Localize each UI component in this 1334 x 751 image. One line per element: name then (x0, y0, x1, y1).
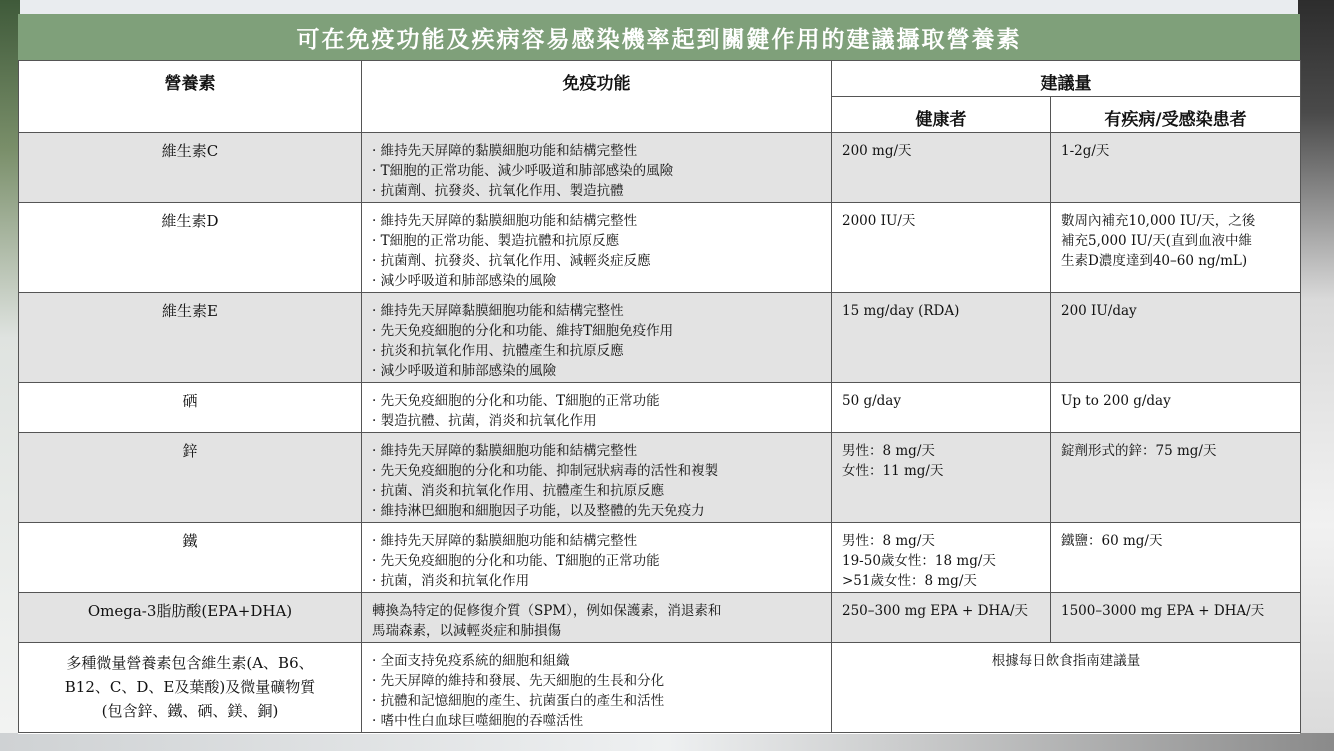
function-cell (362, 643, 832, 733)
patient-dose (1051, 133, 1301, 203)
function-item: · 維持先天屏障的黏膜細胞功能和結構完整性 (372, 211, 821, 231)
nutrient-name-line: B12、C、D、E及葉酸)及微量礦物質 (64, 678, 316, 696)
function-cell (362, 293, 832, 383)
function-item: · 製造抗體、抗菌，消炎和抗氧化作用 (372, 411, 821, 431)
function-item: · 全面支持免疫系統的細胞和組織 (372, 651, 821, 671)
function-item: · 抗菌劑、抗發炎、抗氧化作用、減輕炎症反應 (372, 251, 821, 271)
nutrient-name: 維生素E (19, 293, 362, 383)
function-cell (362, 383, 832, 433)
function-cell (362, 593, 832, 643)
nutrient-name (19, 643, 362, 733)
table-row (19, 293, 1301, 383)
function-item: · T細胞的正常功能、減少呼吸道和肺部感染的風險 (372, 161, 821, 181)
function-item: · 抗菌劑、抗發炎、抗氧化作用、製造抗體 (372, 181, 821, 201)
function-cell (362, 133, 832, 203)
dose-line: 200 mg/天 (842, 143, 912, 159)
table-row (19, 523, 1301, 593)
dose-line: 1-2g/天 (1061, 143, 1110, 159)
patient-dose (1051, 433, 1301, 523)
nutrient-name-line: (包含鋅、鐵、硒、鎂、銅) (101, 702, 279, 720)
table-row (19, 383, 1301, 433)
function-item: · T細胞的正常功能、製造抗體和抗原反應 (372, 231, 821, 251)
dose-line: >51歲女性：8 mg/天 (842, 573, 977, 589)
background-laptop-edge (1298, 0, 1334, 751)
recommended-merged: 根據每日飲食指南建議量 (832, 643, 1301, 733)
nutrient-table-sheet (18, 14, 1300, 734)
background-plant-edge (0, 0, 20, 751)
function-item: 馬瑞森素，以減輕炎症和肺損傷 (372, 623, 561, 639)
dose-line: 200 IU/day (1061, 303, 1137, 319)
function-item: · 先天免疫細胞的分化和功能、T細胞的正常功能 (372, 391, 821, 411)
patient-dose (1051, 523, 1301, 593)
dose-line: 補充5,000 IU/天(直到血液中維 (1061, 233, 1252, 249)
function-item: · 先天屏障的維持和發展、先天細胞的生長和分化 (372, 671, 821, 691)
function-item: · 維持先天屏障的黏膜細胞功能和結構完整性 (372, 531, 821, 551)
function-item: · 先天免疫細胞的分化和功能、T細胞的正常功能 (372, 551, 821, 571)
function-item: 轉換為特定的促修復介質（SPM），例如保護素，消退素和 (372, 603, 722, 619)
dose-line: 50 g/day (842, 393, 901, 409)
function-item: · 維持先天屏障的黏膜細胞功能和結構完整性 (372, 141, 821, 161)
table-row (19, 203, 1301, 293)
background-desk-edge (0, 733, 1334, 751)
dose-line: 女性：11 mg/天 (842, 463, 944, 479)
function-item: · 抗炎和抗氧化作用、抗體產生和抗原反應 (372, 341, 821, 361)
table-row (19, 643, 1301, 733)
function-item: · 減少呼吸道和肺部感染的風險 (372, 361, 821, 381)
dose-line: 15 mg/day (RDA) (842, 303, 960, 319)
dose-line: 2000 IU/天 (842, 213, 916, 229)
patient-dose (1051, 383, 1301, 433)
dose-line: Up to 200 g/day (1061, 393, 1171, 409)
healthy-dose (832, 383, 1051, 433)
dose-line: 19-50歲女性：18 mg/天 (842, 553, 996, 569)
page-title: 可在免疫功能及疾病容易感染機率起到關鍵作用的建議攝取營養素 (18, 14, 1300, 60)
function-item: · 維持先天屏障的黏膜細胞功能和結構完整性 (372, 441, 821, 461)
table-row (19, 433, 1301, 523)
dose-line: 1500–3000 mg EPA + DHA/天 (1061, 603, 1265, 619)
healthy-dose (832, 293, 1051, 383)
dose-line: 鐵鹽：60 mg/天 (1061, 533, 1163, 549)
patient-dose (1051, 293, 1301, 383)
nutrient-name: 鐵 (19, 523, 362, 593)
dose-line: 男性：8 mg/天 (842, 533, 935, 549)
dose-line: 男性：8 mg/天 (842, 443, 935, 459)
patient-dose (1051, 203, 1301, 293)
nutrient-name: 鋅 (19, 433, 362, 523)
table-row (19, 593, 1301, 643)
healthy-dose (832, 133, 1051, 203)
dose-line: 錠劑形式的鋅：75 mg/天 (1061, 443, 1217, 459)
header-healthy: 健康者 (832, 97, 1051, 133)
function-item: · 先天免疫細胞的分化和功能、維持T細胞免疫作用 (372, 321, 821, 341)
healthy-dose (832, 203, 1051, 293)
nutrient-table (18, 60, 1301, 733)
healthy-dose (832, 593, 1051, 643)
header-patient: 有疾病/受感染患者 (1051, 97, 1301, 133)
healthy-dose (832, 523, 1051, 593)
nutrient-name: 維生素C (19, 133, 362, 203)
dose-line: 250–300 mg EPA + DHA/天 (842, 603, 1029, 619)
table-row (19, 133, 1301, 203)
function-cell (362, 433, 832, 523)
function-cell (362, 203, 832, 293)
function-item: · 嗜中性白血球巨噬細胞的吞噬活性 (372, 711, 821, 731)
function-item: · 維持淋巴細胞和細胞因子功能，以及整體的先天免疫力 (372, 501, 821, 521)
patient-dose (1051, 593, 1301, 643)
nutrient-name: Omega-3脂肪酸(EPA+DHA) (19, 593, 362, 643)
dose-line: 數周內補充10,000 IU/天，之後 (1061, 213, 1256, 229)
function-item: · 減少呼吸道和肺部感染的風險 (372, 271, 821, 291)
healthy-dose (832, 433, 1051, 523)
function-item: · 維持先天屏障黏膜細胞功能和結構完整性 (372, 301, 821, 321)
function-cell (362, 523, 832, 593)
function-item: · 抗菌、消炎和抗氧化作用、抗體產生和抗原反應 (372, 481, 821, 501)
header-recommended: 建議量 (832, 61, 1301, 97)
nutrient-name: 維生素D (19, 203, 362, 293)
header-immune-function: 免疫功能 (362, 61, 832, 133)
function-item: · 抗菌，消炎和抗氧化作用 (372, 571, 821, 591)
nutrient-name-line: 多種微量營養素包含維生素(A、B6、 (66, 654, 314, 672)
nutrient-name: 硒 (19, 383, 362, 433)
dose-line: 生素D濃度達到40–60 ng/mL) (1061, 253, 1248, 269)
function-item: · 抗體和記憶細胞的產生、抗菌蛋白的產生和活性 (372, 691, 821, 711)
header-nutrient: 營養素 (19, 61, 362, 133)
function-item: · 先天免疫細胞的分化和功能、抑制冠狀病毒的活性和複製 (372, 461, 821, 481)
